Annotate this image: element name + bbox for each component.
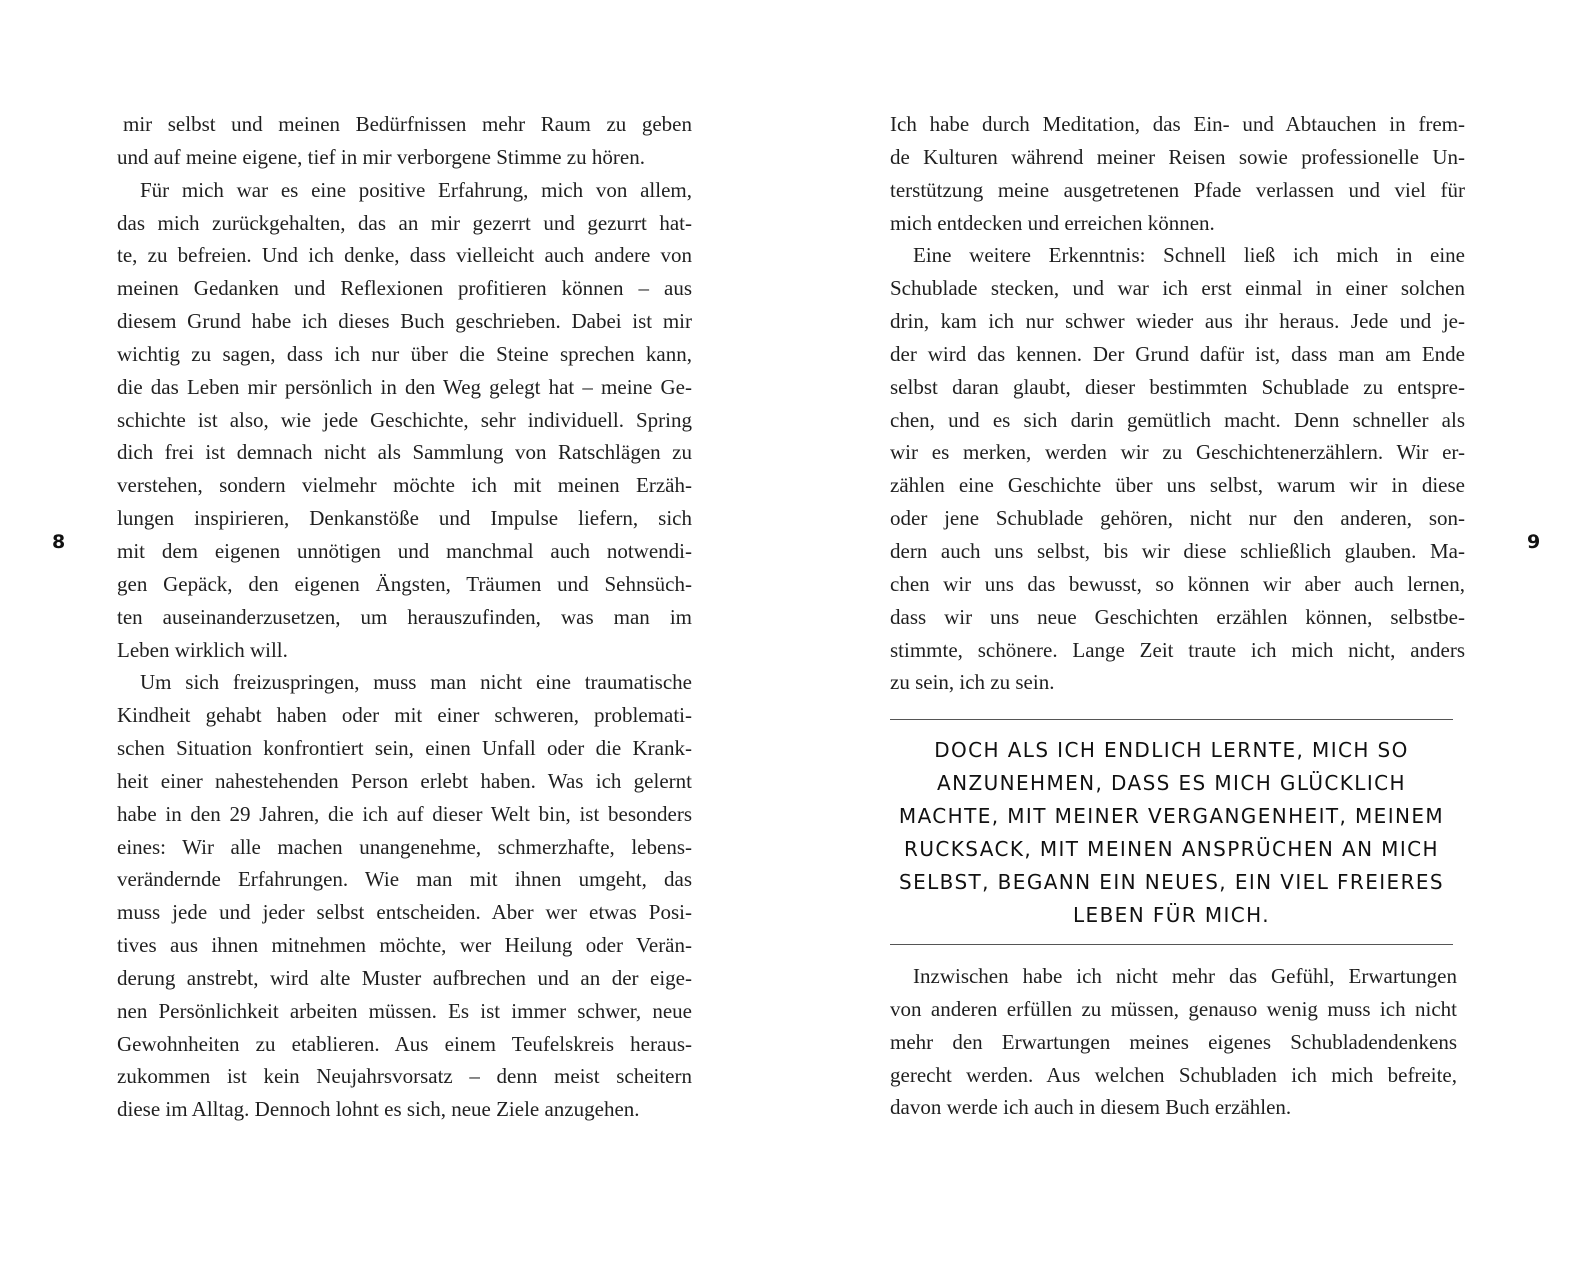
text-line: meinen Gedanken und Reflexionen profitieren können – aus	[117, 276, 692, 301]
text-line: schichte ist also, wie jede Geschichte, sehr individuell. Spring	[117, 407, 692, 432]
text-line: wir es merken, werden wir zu Geschichtenerzählern. Wir er-	[890, 440, 1465, 465]
page-number-left: 8	[52, 531, 66, 553]
text-line: gerecht werden. Aus welchen Schubladen ich mich befreite,	[890, 1062, 1457, 1087]
text-line: muss jede und jeder selbst entscheiden. Aber wer etwas Posi-	[117, 900, 692, 925]
text-line: von anderen erfüllen zu müssen, genauso wenig muss ich nicht	[890, 996, 1457, 1021]
text-line: Eine weitere Erkenntnis: Schnell ließ ich mich in eine	[913, 243, 1465, 268]
text-line: eines: Wir alle machen unangenehme, schmerzhafte, lebens-	[117, 834, 692, 859]
text-line: zukommen ist kein Neujahrsvorsatz – denn meist scheitern	[117, 1064, 692, 1089]
text-line: mit dem eigenen unnötigen und manchmal auch notwendi-	[117, 538, 692, 563]
text-line: Gewohnheiten zu etablieren. Aus einem Teufelskreis heraus-	[117, 1031, 692, 1056]
text-line: Leben wirklich will.	[117, 637, 288, 662]
text-line: die das Leben mir persönlich in den Weg gelegt hat – meine Ge-	[117, 374, 692, 399]
text-line: gen Gepäck, den eigenen Ängsten, Träumen und Sehnsüch-	[117, 571, 692, 596]
closing-paragraph	[890, 960, 1457, 1124]
text-line: davon werde ich auch in diesem Buch erzählen.	[890, 1095, 1292, 1120]
text-line: diesem Grund habe ich dieses Buch geschrieben. Dabei ist mir	[117, 309, 692, 334]
text-line: und auf meine eigene, tief in mir verborgene Stimme zu hören.	[117, 144, 645, 169]
text-line: Ich habe durch Meditation, das Ein- und Abtauchen in frem-	[890, 112, 1465, 136]
text-line: verändernde Erfahrungen. Wie man mit ihnen umgeht, das	[117, 867, 692, 892]
pull-quote-line: DOCH ALS ICH ENDLICH LERNTE, MICH SO	[934, 738, 1409, 762]
text-line: de Kulturen während meiner Reisen sowie professionelle Un-	[890, 144, 1465, 169]
text-line: schen Situation konfrontiert sein, einen Unfall oder die Krank-	[117, 736, 692, 761]
text-line: tives aus ihnen mitnehmen möchte, wer Heilung oder Verän-	[117, 933, 692, 958]
text-line: diese im Alltag. Dennoch lohnt es sich, neue Ziele anzugehen.	[117, 1097, 640, 1122]
text-line: te, zu befreien. Und ich denke, dass vielleicht auch andere von	[117, 243, 692, 268]
pull-quote	[890, 719, 1453, 945]
text-line: dich frei ist demnach nicht als Sammlung von Ratschlägen zu	[117, 440, 692, 465]
text-line: heit einer nahestehenden Person erlebt haben. Was ich gelernt	[117, 768, 692, 793]
text-line: oder jene Schublade gehören, nicht nur den anderen, son-	[890, 506, 1465, 531]
text-line: dern auch uns selbst, bis wir diese schließlich glauben. Ma-	[890, 538, 1465, 563]
pull-quote-line: RUCKSACK, MIT MEINEN ANSPRÜCHEN AN MICH	[904, 837, 1439, 861]
text-line: Inzwischen habe ich nicht mehr das Gefühl, Erwartungen	[913, 964, 1457, 988]
text-line: zu sein, ich zu sein.	[890, 670, 1055, 695]
pull-quote-line: SELBST, BEGANN EIN NEUES, EIN VIEL FREIERES	[899, 870, 1444, 894]
text-line: Für mich war es eine positive Erfahrung, mich von allem,	[140, 177, 692, 202]
text-line: chen wir uns das bewusst, so können wir aber auch lernen,	[890, 571, 1465, 596]
paragraph	[117, 666, 692, 1126]
pull-quote-line: MACHTE, MIT MEINER VERGANGENHEIT, MEINEM	[898, 804, 1445, 828]
pull-quote-line: ANZUNEHMEN, DASS ES MICH GLÜCKLICH	[937, 771, 1406, 795]
left-page-text	[117, 108, 692, 1126]
text-line: dass wir uns neue Geschichten erzählen können, selbstbe-	[890, 604, 1465, 629]
text-line: mehr den Erwartungen meines eigenes Schubladendenkens	[890, 1029, 1457, 1054]
text-line: ten auseinanderzusetzen, um herauszufinden, was man im	[117, 604, 692, 629]
text-line: nen Persönlichkeit arbeiten müssen. Es ist immer schwer, neue	[117, 998, 692, 1023]
text-line: habe in den 29 Jahren, die ich auf dieser Welt bin, ist besonders	[117, 801, 692, 826]
text-line: wichtig zu sagen, dass ich nur über die Steine sprechen kann,	[117, 341, 692, 366]
paragraph	[117, 108, 692, 174]
pull-quote-line: LEBEN FÜR MICH.	[1072, 903, 1270, 927]
text-line: terstützung meine ausgetretenen Pfade verlassen und viel für	[890, 177, 1465, 202]
right-page-text	[890, 108, 1465, 699]
text-line: chen, und es sich darin gemütlich macht. Denn schneller als	[890, 407, 1465, 432]
text-line: mich entdecken und erreichen können.	[890, 210, 1215, 235]
text-line: der wird das kennen. Der Grund dafür ist, dass man am Ende	[890, 341, 1465, 366]
text-line: lungen inspirieren, Denkanstöße und Impulse liefern, sich	[117, 506, 692, 531]
text-line: verstehen, sondern vielmehr möchte ich mit meinen Erzäh-	[117, 473, 692, 498]
text-line: Um sich freizuspringen, muss man nicht eine traumatische	[140, 670, 692, 695]
text-line: selbst daran glaubt, dieser bestimmten Schublade zu entspre-	[890, 374, 1465, 399]
page-number-right: 9	[1527, 531, 1541, 553]
paragraph	[117, 174, 692, 667]
paragraph	[890, 239, 1465, 699]
text-line: stimmte, schönere. Lange Zeit traute ich mich nicht, anders	[890, 637, 1465, 662]
text-line: Kindheit gehabt haben oder mit einer schweren, problemati-	[117, 703, 692, 728]
text-line: derung anstrebt, wird alte Muster aufbrechen und an der eige-	[117, 965, 692, 990]
text-line: mir selbst und meinen Bedürfnissen mehr Raum zu geben	[123, 112, 692, 136]
text-line: drin, kam ich nur schwer wieder aus ihr heraus. Jede und je-	[890, 309, 1465, 334]
text-line: das mich zurückgehalten, das an mir gezerrt und gezurrt hat-	[117, 210, 692, 235]
paragraph	[890, 108, 1465, 239]
text-line: zählen eine Geschichte über uns selbst, warum wir in diese	[890, 473, 1465, 498]
text-line: Schublade stecken, und war ich erst einmal in einer solchen	[890, 276, 1465, 301]
